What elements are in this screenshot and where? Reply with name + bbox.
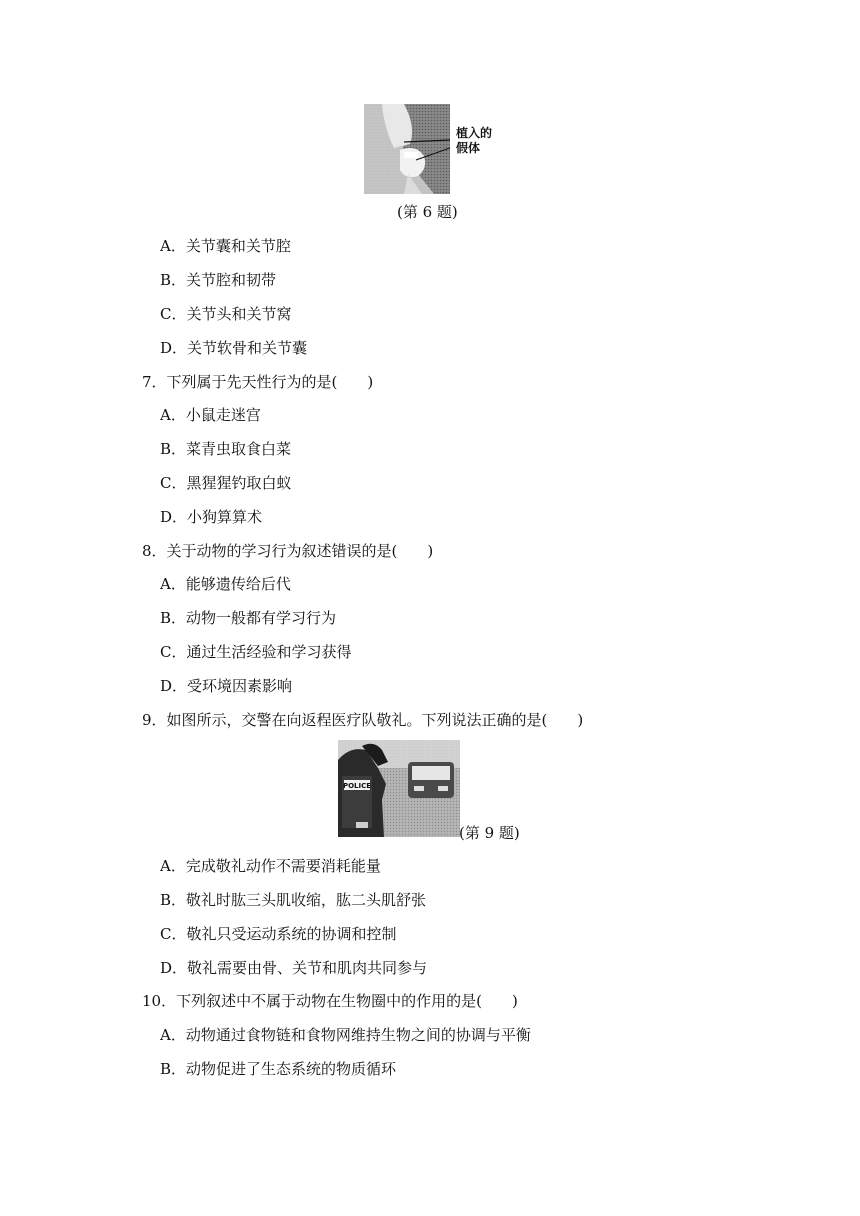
figure-6-caption: (第 6 题) — [397, 203, 458, 221]
q9-option-b: B．敬礼时肱三头肌收缩，肱二头肌舒张 — [160, 891, 427, 909]
q9-option-a: A．完成敬礼动作不需要消耗能量 — [160, 857, 381, 875]
figure-6-label-line2: 假体 — [456, 141, 481, 155]
q7-option-d: D．小狗算算术 — [160, 508, 263, 526]
q10-option-b: B．动物促进了生态系统的物质循环 — [160, 1060, 397, 1078]
police-salute-photo — [338, 740, 460, 837]
q6-option-c: C．关节头和关节窝 — [160, 305, 292, 323]
figure-6-label — [456, 126, 492, 156]
figure-6-label-line1: 植入的 — [456, 126, 493, 140]
q8-option-d: D．受环境因素影响 — [160, 677, 293, 695]
q8-option-a: A．能够遗传给后代 — [160, 575, 291, 593]
q7-option-b: B．菜青虫取食白菜 — [160, 440, 292, 458]
q9-option-d: D．敬礼需要由骨、关节和肌肉共同参与 — [160, 959, 428, 977]
q6-option-a: A．关节囊和关节腔 — [160, 237, 291, 255]
q6-option-b: B．关节腔和韧带 — [160, 271, 277, 289]
police-vest-label: POLICE — [342, 782, 372, 790]
q7-stem: 7．下列属于先天性行为的是( ) — [142, 373, 374, 391]
knee-xray-image — [364, 104, 450, 194]
q7-option-c: C．黑猩猩钓取白蚁 — [160, 474, 292, 492]
q9-stem: 9．如图所示，交警在向返程医疗队敬礼。下列说法正确的是( ) — [142, 711, 584, 729]
q10-option-a: A．动物通过食物链和食物网维持生物之间的协调与平衡 — [160, 1026, 531, 1044]
q8-option-b: B．动物一般都有学习行为 — [160, 609, 337, 627]
q9-option-c: C．敬礼只受运动系统的协调和控制 — [160, 925, 397, 943]
q7-option-a: A．小鼠走迷宫 — [160, 406, 261, 424]
q10-stem: 10．下列叙述中不属于动物在生物圈中的作用的是( ) — [142, 992, 518, 1010]
figure-9-caption: (第 9 题) — [459, 824, 520, 842]
q6-option-d: D．关节软骨和关节囊 — [160, 339, 308, 357]
q8-stem: 8．关于动物的学习行为叙述错误的是( ) — [142, 542, 434, 560]
q8-option-c: C．通过生活经验和学习获得 — [160, 643, 352, 661]
